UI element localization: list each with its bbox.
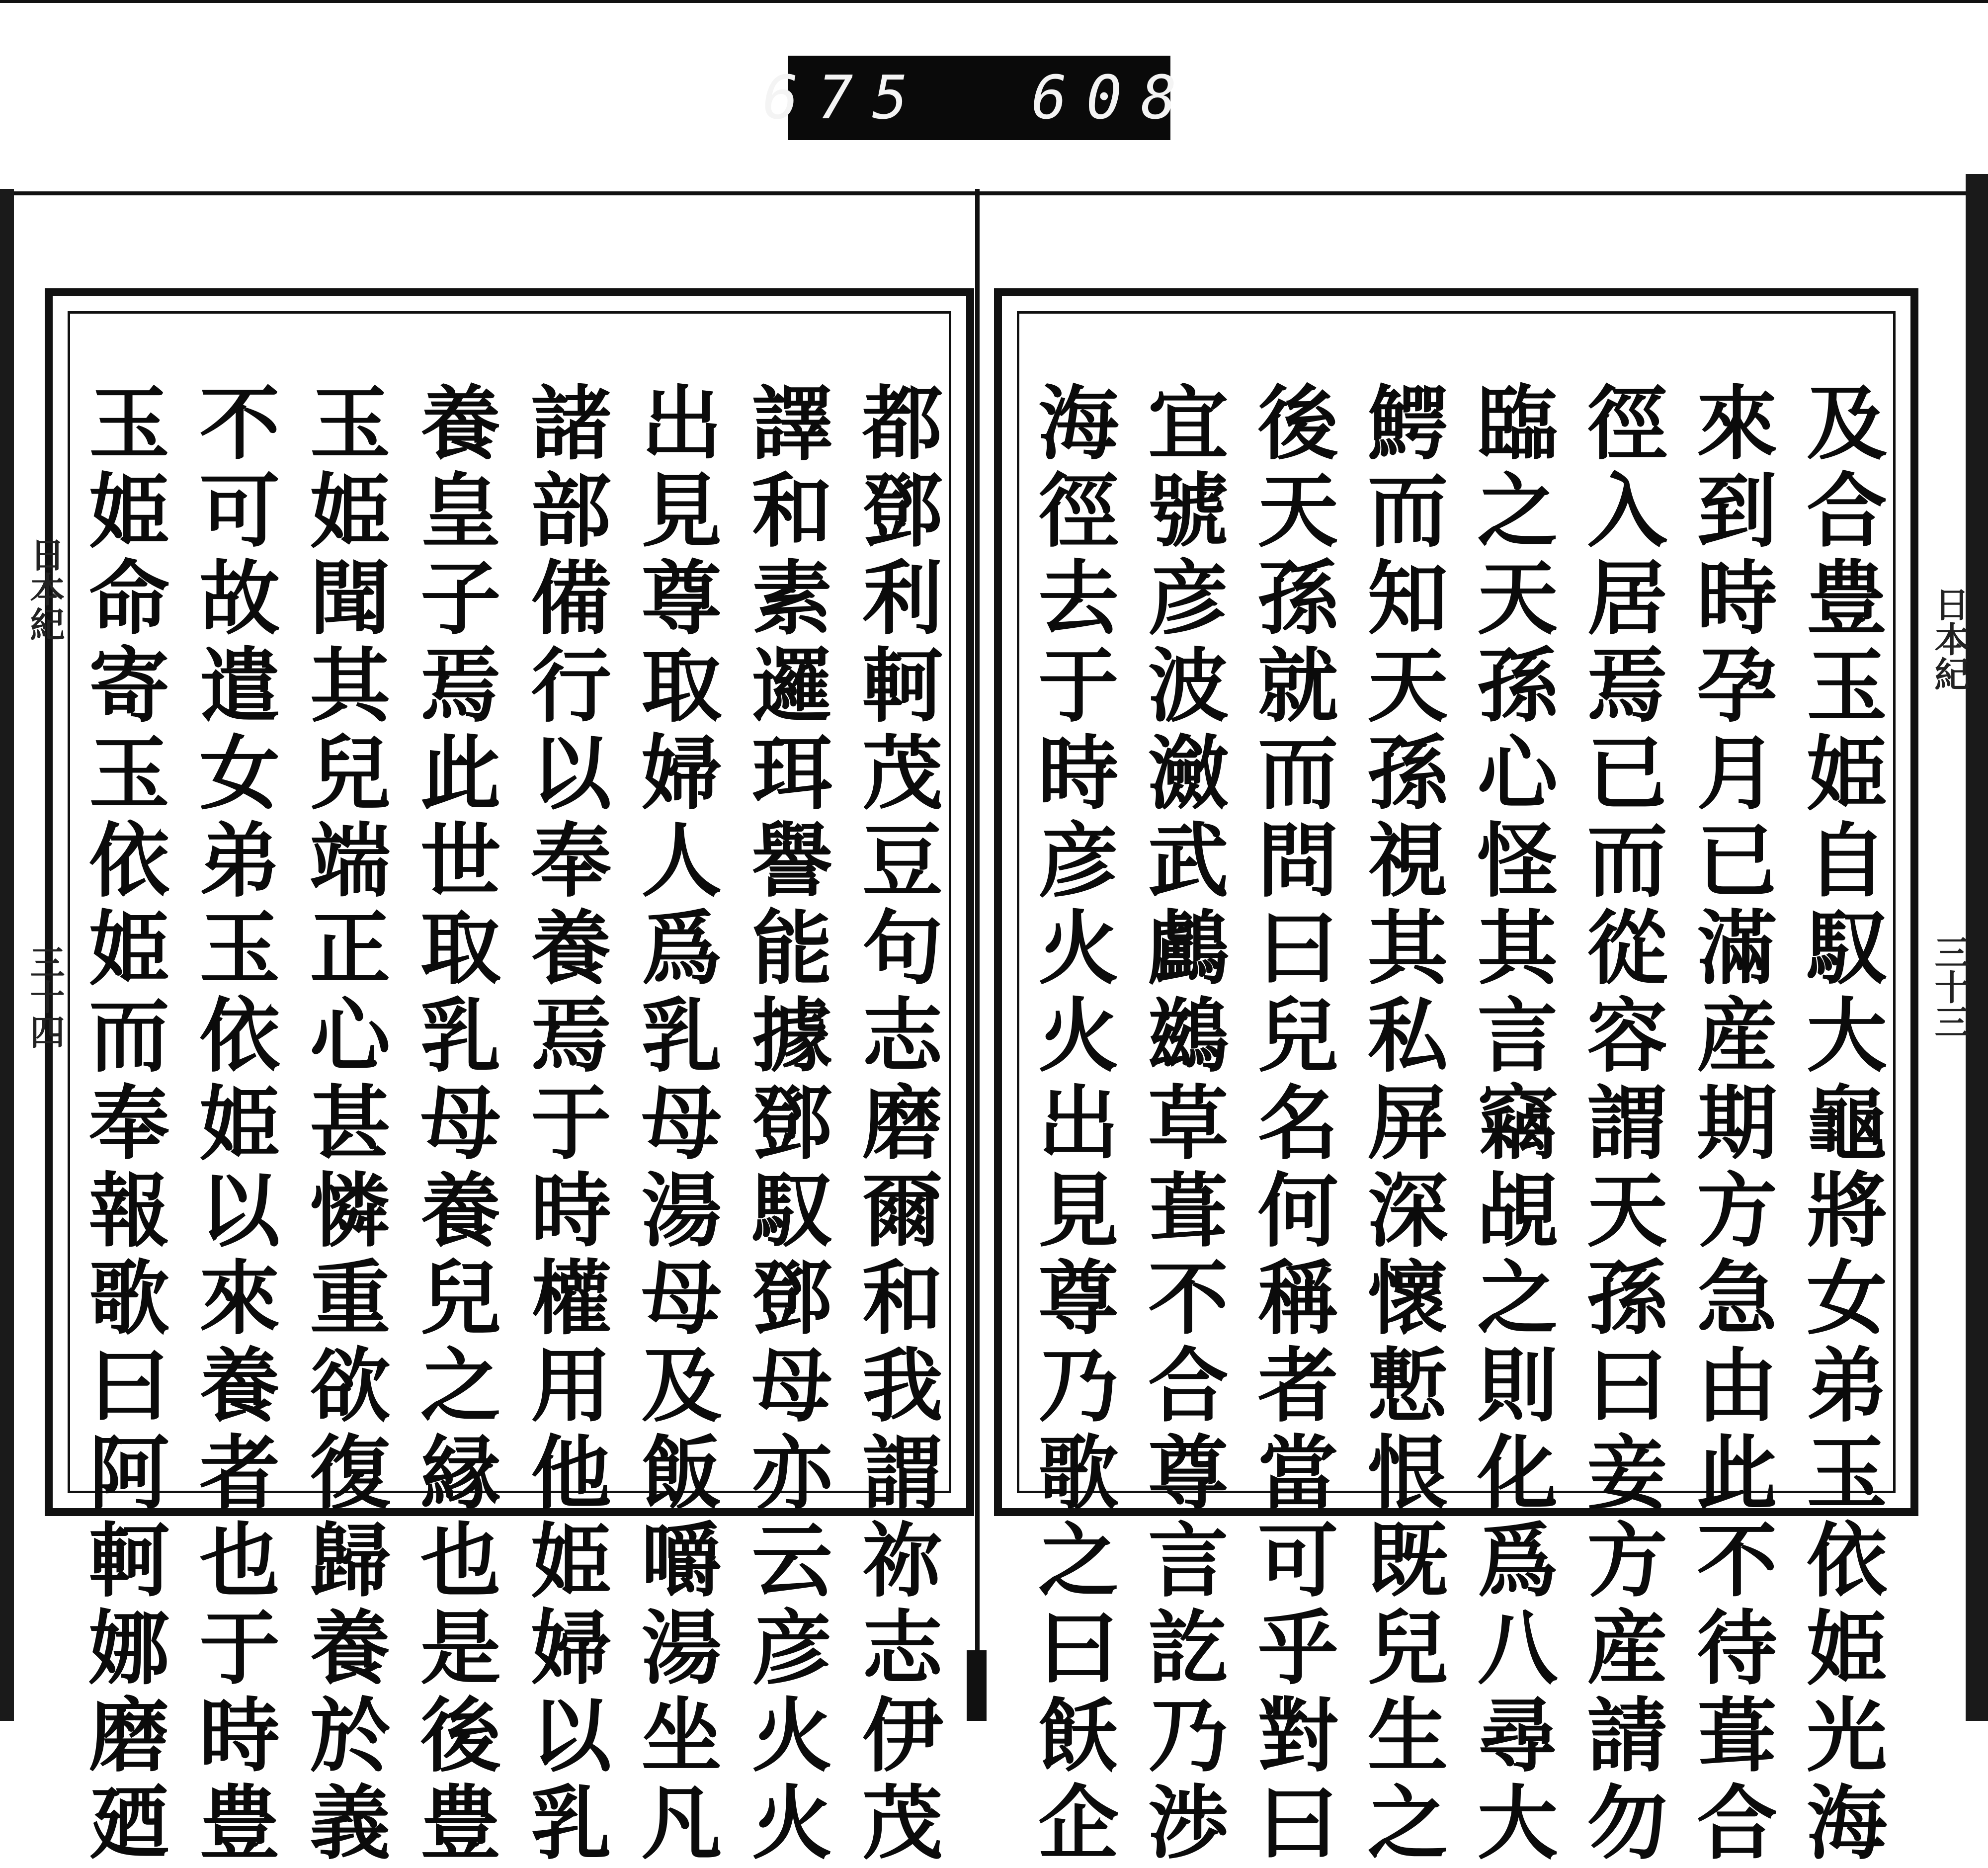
left-page [45,288,974,1868]
left-column-3: 出見尊取婦人爲乳母湯母及飯嚼湯坐凡 [628,381,723,1868]
book-top-edge [0,191,1988,195]
top-border-line [0,0,1988,3]
left-column-2: 譯和素邏珥譽能據鄧馭鄧母亦云彦火火 [738,381,833,1868]
left-margin-folio: 三十四 [24,944,66,1049]
left-column-1: 都鄧利軻茂豆句志磨爾和我謂祢志伊茂 [848,381,943,1868]
left-column-5: 養皇子焉此世取乳母養兒之縁也是後豊 [407,381,501,1868]
right-column-1: 及合豊玉姫自馭大龜將女弟玉依姫光海 [1793,381,1888,1868]
book-spine [975,189,980,1721]
right-page-text [1025,381,1888,1868]
left-column-7: 不可故遣女弟玉依姫以來養者也于時豊 [186,381,281,1868]
right-column-7: 宜號彦波瀲武鸕鷀草葺不合尊言訖乃渉 [1134,381,1229,1868]
right-column-6: 後天孫就而問曰兒名何稱者當可乎對曰 [1244,381,1339,1868]
left-column-8: 玉姫命寄玉依姫而奉報歌曰阿軻娜磨廼 [76,381,170,1868]
left-column-6: 玉姫聞其兒端正心甚憐重欲復歸養於義 [296,381,391,1868]
archive-number-right: 608 [1031,63,1196,133]
left-margin-title: 日本紀 [24,537,66,641]
right-column-5: 鰐而知天孫視其私屏深懷慙恨既兒生之 [1354,381,1449,1868]
right-column-2: 來到時孕月已滿産期方急由此不待葺合 [1683,381,1778,1868]
right-page [994,288,1918,1868]
book-left-edge [0,189,14,1721]
archive-number-left: 675 [762,63,927,133]
right-margin-folio: 三十三 [1929,934,1970,1039]
left-page-text [76,381,943,1868]
right-column-4: 臨之天孫心怪其言竊覘之則化爲八尋大 [1464,381,1559,1868]
left-column-4: 諸部備行以奉養焉于時權用他姫婦以乳 [517,381,612,1868]
right-margin-title: 日本紀 [1929,587,1970,691]
right-column-8: 海徑去于時彦火火出見尊乃歌之曰飫企 [1025,381,1119,1868]
archive-number-tag [762,56,1196,140]
gutter-shadow [967,1650,987,1721]
right-column-3: 徑入居焉已而從容謂天孫曰妾方産請勿 [1574,381,1668,1868]
